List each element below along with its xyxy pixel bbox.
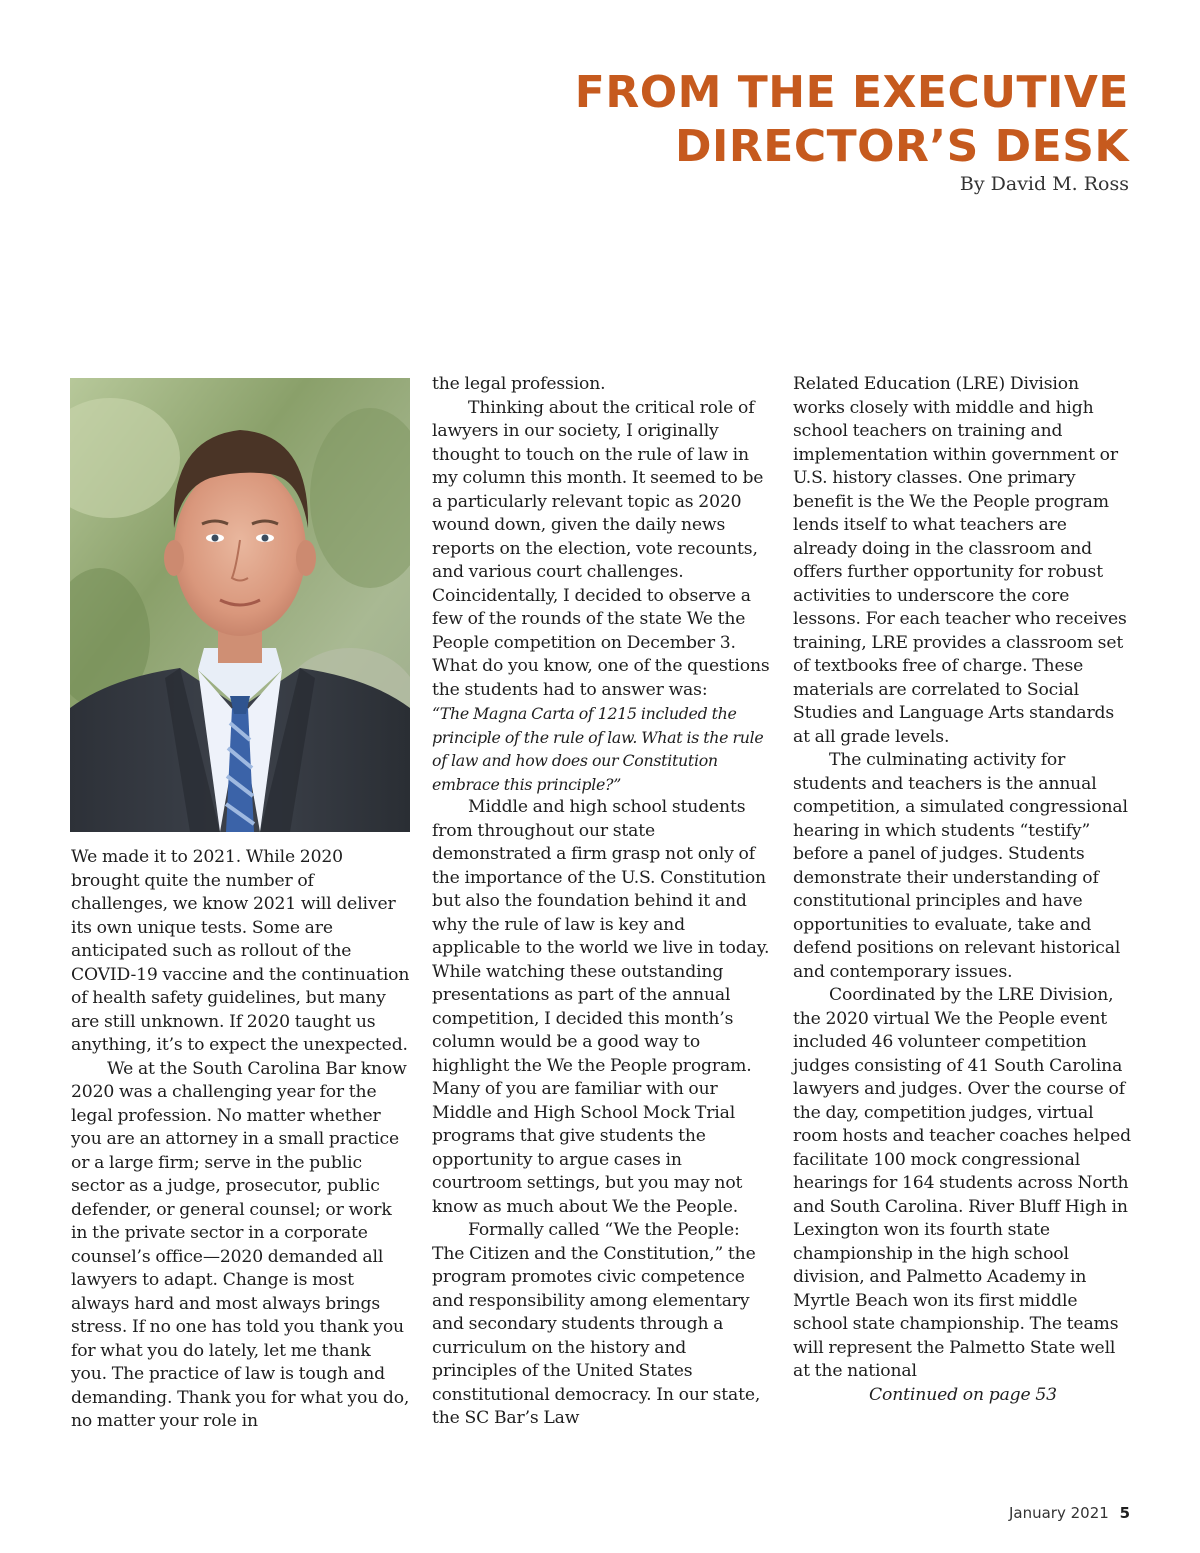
paragraph: The culminating activity for students and teachers is the annual competition, a simulated congressional hearing in which students “testify” before a panel of judges. Students demonstrate their understanding of constitutional principles and have opportunities to evaluate, take and defend positions on relevant historical and contemporary issues. <box>793 750 1128 982</box>
title-line-2: DIRECTOR’S DESK <box>674 121 1129 172</box>
author-portrait <box>70 378 410 832</box>
competition-question-quote: “The Magna Carta of 1215 included the principle of the rule of law. What is the rule of law and how does our Constitution embrace this principle?” <box>432 704 764 794</box>
article-header <box>575 66 1129 196</box>
paragraph: Thinking about the critical role of lawyers in our society, I originally thought to touch on the rule of law in my column this month. It seemed to be a particularly relevant topic as 2020 wound down, given the daily news reports on the election, vote recounts, and various court challenges. Coincidentally, I decided to observe a few of the rounds of the state We the People competition on December 3. What do you know, one of the questions the students had to answer was: <box>432 397 770 700</box>
paragraph: Coordinated by the LRE Division, the 2020 virtual We the People event included 46 volunteer competition judges consisting of 41 South Carolina lawyers and judges. Over the course of the day, competition judges, virtual room hosts and teacher coaches helped facilitate 100 mock congressional hearings for 164 students across North and South Carolina. River Bluff High in Lexington won its fourth state championship in the high school division, and Palmetto Academy in Myrtle Beach won its first middle school state championship. The teams will represent the Palmetto State well at the national <box>793 985 1131 1381</box>
column-3 <box>793 373 1133 1407</box>
continued-link[interactable]: Continued on page 53 <box>869 1384 1057 1405</box>
paragraph: the legal profession. <box>432 374 606 394</box>
page-footer <box>1009 1504 1130 1522</box>
column-1 <box>71 846 411 1434</box>
page-number: 5 <box>1119 1504 1130 1522</box>
article-title <box>575 66 1129 174</box>
paragraph: We made it to 2021. While 2020 brought quite the number of challenges, we know 2021 will deliver its own unique tests. Some are anticipated such as rollout of the COVID-19 vaccine and the continuation of health safety guidelines, but many are still unknown. If 2020 taught us anything, it’s to expect the unexpected. <box>71 847 410 1055</box>
issue-date: January 2021 <box>1008 1504 1109 1522</box>
paragraph: Formally called “We the People: The Citizen and the Constitution,” the program promotes civic competence and responsibility among elementary and secondary students through a curriculum on the history and principles of the United States constitutional democracy. In our state, the SC Bar’s Law <box>432 1220 761 1428</box>
column-2 <box>432 373 772 1431</box>
paragraph: We at the South Carolina Bar know 2020 was a challenging year for the legal profession. No matter whether you are an attorney in a small practice or a large firm; serve in the public sector as a judge, prosecutor, public defender, or general counsel; or work in the private sector in a corporate counsel’s office—2020 demanded all lawyers to adapt. Change is most always hard and most always brings stress. If no one has told you thank you for what you do lately, let me thank you. The practice of law is tough and demanding. Thank you for what you do, no matter your role in <box>71 1058 410 1431</box>
paragraph: Middle and high school students from throughout our state demonstrated a firm grasp not only of the importance of the U.S. Constitution but also the foundation behind it and why the rule of law is key and applicable to the world we live in today. While watching these outstanding presentations as part of the annual competition, I decided this month’s column would be a good way to highlight the We the People program. Many of you are familiar with our Middle and High School Mock Trial programs that give students the opportunity to argue cases in courtroom settings, but you may not know as much about We the People. <box>432 797 770 1217</box>
title-line-1: FROM THE EXECUTIVE <box>574 67 1129 118</box>
paragraph: Related Education (LRE) Division works closely with middle and high school teachers on training and implementation within government or U.S. history classes. One primary benefit is the We the People program lends itself to what teachers are already doing in the classroom and offers further opportunity for robust activities to underscore the core lessons. For each teacher who receives training, LRE provides a classroom set of textbooks free of charge. These materials are correlated to Social Studies and Language Arts standards at all grade levels. <box>793 374 1127 747</box>
byline: By David M. Ross <box>959 173 1129 195</box>
